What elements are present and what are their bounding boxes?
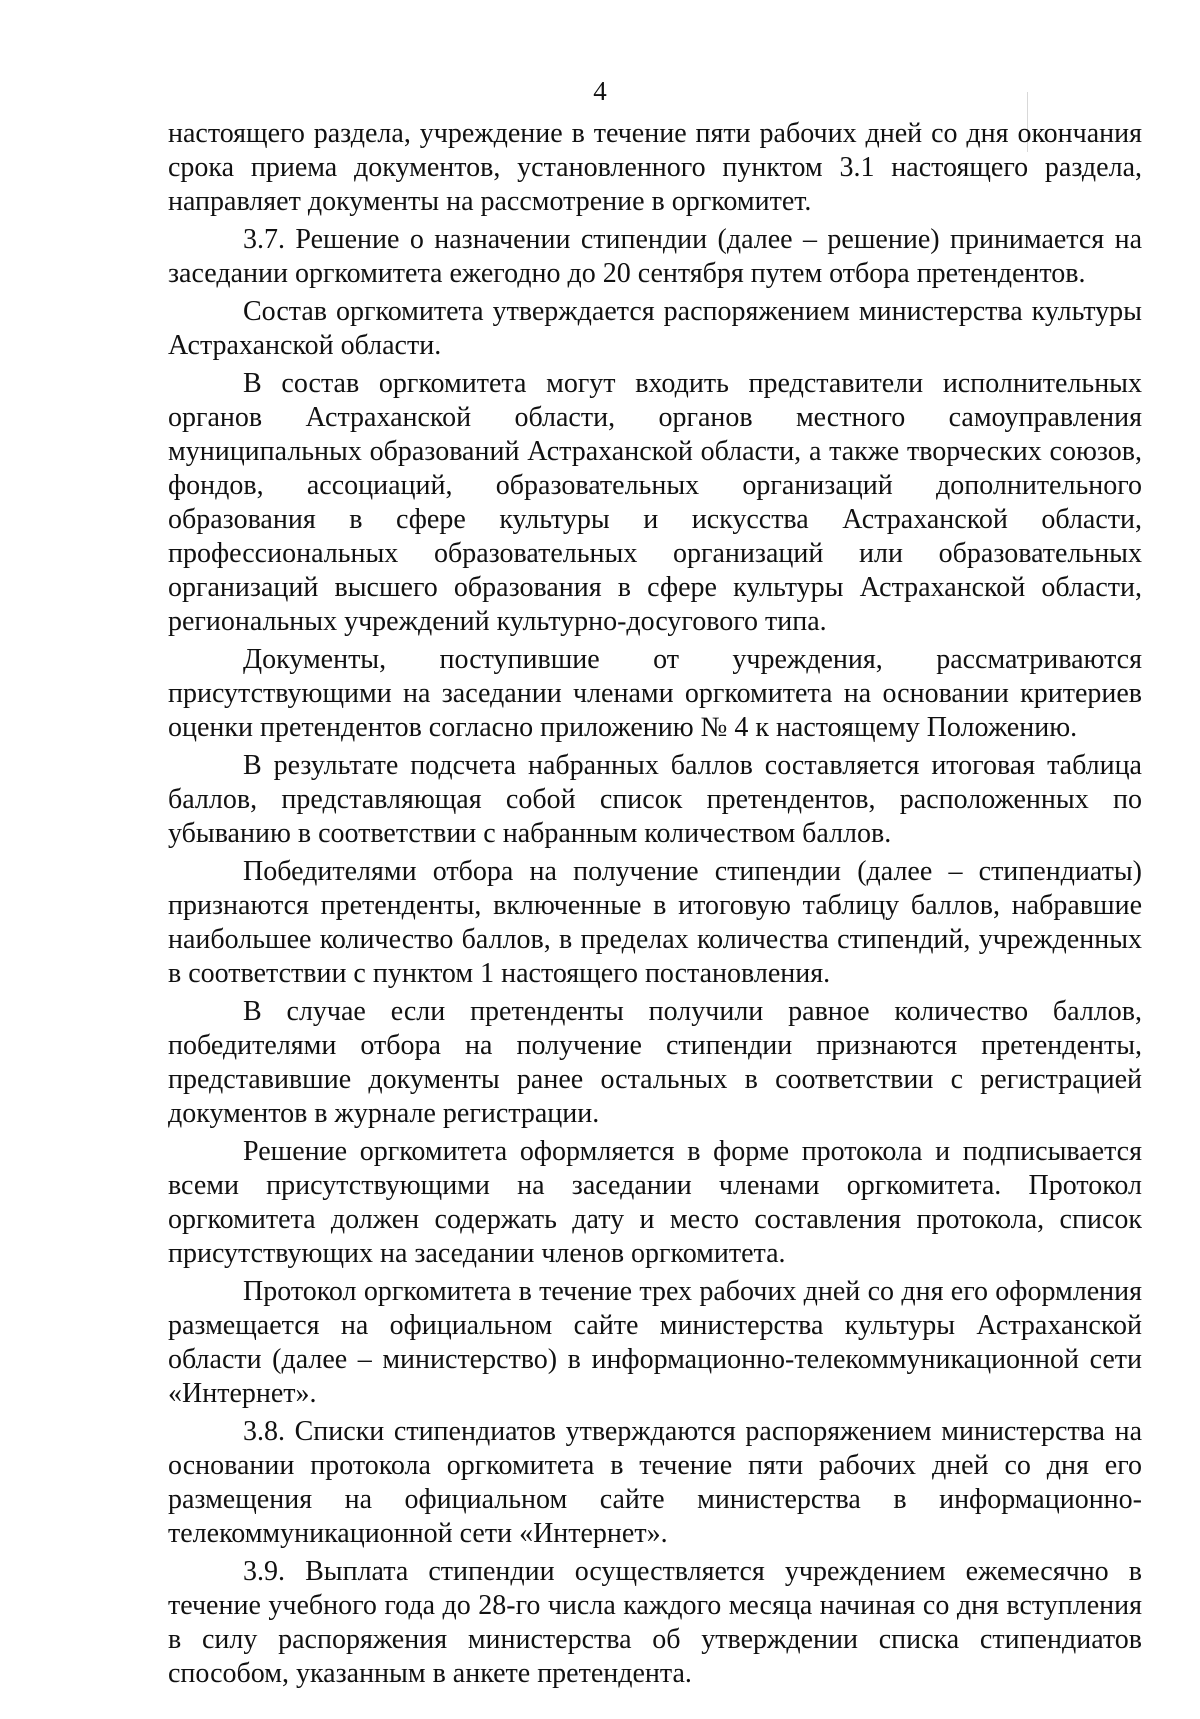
paragraph-protocol-publication: Протокол оргкомитета в течение трех рабочих дней со дня его оформления размещается на официальном сайте министерства культуры Астраханской области (далее – министерство) в информационно-телекоммуникационной сети «Интернет». — [168, 1276, 1142, 1409]
paragraph-winners: Победителями отбора на получение стипендии (далее – стипендиаты) признаются претенденты, включенные в итоговую таблицу баллов, набравшие наибольшее количество баллов, в пределах количества стипендий, учрежденных в соответствии с пунктом 1 настоящего постановления. — [168, 856, 1142, 989]
paragraph-score-table: В результате подсчета набранных баллов составляется итоговая таблица баллов, представляющая собой список претендентов, расположенных по убыванию в соответствии с набранным количеством баллов. — [168, 750, 1142, 849]
page-number: 4 — [593, 76, 607, 106]
paragraph-3-8: 3.8. Списки стипендиатов утверждаются распоряжением министерства на основании протокола оргкомитета в течение пяти рабочих дней со дня его размещения на официальном сайте министерства в информационно-телекоммуникационной сети «Интернет». — [168, 1416, 1142, 1549]
paragraph-protocol-signing: Решение оргкомитета оформляется в форме протокола и подписывается всеми присутствующими на заседании членами оргкомитета. Протокол оргкомитета должен содержать дату и место составления протокола, список присутствующих на заседании членов оргкомитета. — [168, 1136, 1142, 1269]
paragraph-3-7: 3.7. Решение о назначении стипендии (далее – решение) принимается на заседании оргкомитета ежегодно до 20 сентября путем отбора претендентов. — [168, 224, 1142, 289]
paragraph-continuation: настоящего раздела, учреждение в течение пяти рабочих дней со дня окончания срока приема документов, установленного пунктом 3.1 настоящего раздела, направляет документы на рассмотрение в оргкомитет. — [168, 118, 1142, 217]
paragraph-document-review: Документы, поступившие от учреждения, рассматриваются присутствующими на заседании членами оргкомитета на основании критериев оценки претендентов согласно приложению № 4 к настоящему Положению. — [168, 644, 1142, 743]
paragraph-3-9: 3.9. Выплата стипендии осуществляется учреждением ежемесячно в течение учебного года до 28-го числа каждого месяца начиная со дня вступления в силу распоряжения министерства об утверждении списка стипендиатов способом, указанным в анкете претендента. — [168, 1556, 1142, 1689]
document-body — [168, 117, 1142, 1691]
paragraph-orgcommittee-members: В состав оргкомитета могут входить представители исполнительных органов Астраханской области, органов местного самоуправления муниципальных образований Астраханской области, а также творческих союзов, фондов, ассоциаций, образовательных организаций дополнительного образования в сфере культуры и искусства Астраханской области, профессиональных образовательных организаций или образовательных организаций высшего образования в сфере культуры Астраханской области, региональных учреждений культурно-досугового типа. — [168, 368, 1142, 637]
paragraph-equal-scores: В случае если претенденты получили равное количество баллов, победителями отбора на получение стипендии признаются претенденты, представившие документы ранее остальных в соответствии с регистрацией документов в журнале регистрации. — [168, 996, 1142, 1129]
paragraph-orgcommittee-composition: Состав оргкомитета утверждается распоряжением министерства культуры Астраханской области. — [168, 296, 1142, 361]
